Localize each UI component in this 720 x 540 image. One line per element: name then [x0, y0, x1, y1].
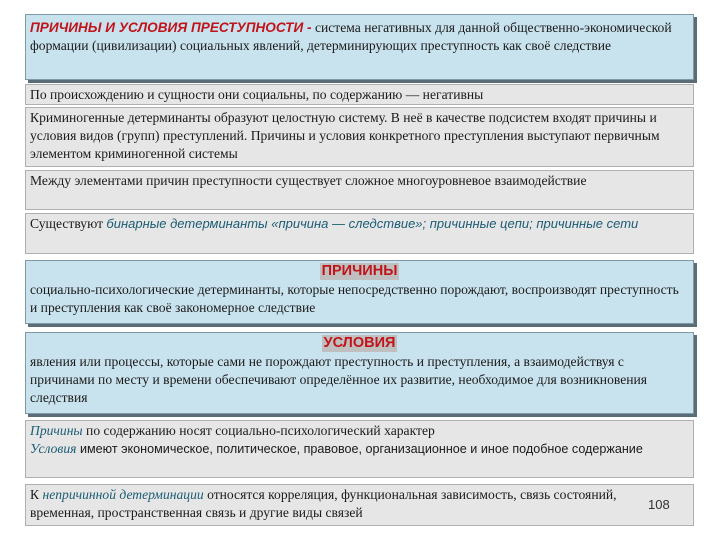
- content-conditions-label: Условия: [30, 441, 77, 456]
- binary-prefix: Существуют: [30, 216, 107, 231]
- relations-block: [25, 170, 694, 210]
- binary-block: [25, 213, 694, 254]
- noncausal-prefix: К: [30, 487, 43, 502]
- conditions-text: явления или процессы, которые сами не порождают преступность и преступления, а взаимодействуя с причинами по месту и времени обеспечивают определённое их развитие, необходимое для возникновения следствия: [30, 354, 648, 405]
- relations-text: Между элементами причин преступности существует сложное многоуровневое взаимодействие: [30, 173, 587, 188]
- origin-block: [25, 84, 694, 105]
- definition-block: [25, 14, 694, 80]
- noncausal-text: относятся корреляция, функциональная зависимость, связь состояний, временная, пространственная связь и другие виды связей: [30, 487, 617, 520]
- binary-highlight: бинарные детерминанты «причина — следствие»; причинные цепи; причинные сети: [106, 216, 639, 231]
- origin-text: По происхождению и сущности они социальны, по содержанию — негативны: [30, 87, 484, 102]
- page-number: 108: [648, 497, 670, 512]
- system-text: Криминогенные детерминанты образуют целостную систему. В неё в качестве подсистем входят причины и условия видов (групп) преступлений. Причины и условия конкретного преступления выступают первичным элементом криминогенной системы: [30, 110, 660, 161]
- content-causes-label: Причины: [30, 423, 83, 438]
- conditions-heading: УСЛОВИЯ: [323, 335, 396, 351]
- causes-text: социально-психологические детерминанты, которые непосредственно порождают, воспроизводят преступность и преступления как своё закономерное следствие: [30, 282, 679, 315]
- noncausal-label: непричинной детерминации: [42, 487, 204, 502]
- causes-block: [25, 260, 694, 324]
- definition-term: ПРИЧИНЫ И УСЛОВИЯ ПРЕСТУПНОСТИ -: [30, 20, 312, 35]
- conditions-block: [25, 332, 694, 414]
- content-block: [25, 420, 694, 478]
- system-block: [25, 107, 694, 167]
- content-causes-text: по содержанию носят социально-психологический характер: [82, 423, 435, 438]
- definition-text: общественно-экономической формации (цивилизации) социальных явлений, детерминирующих преступность как своё следствие: [30, 20, 672, 53]
- content-conditions-text: имеют экономическое, политическое, правовое, организационное и иное подобное содержание: [76, 442, 643, 456]
- definition-text-line1: система негативных для данной: [311, 20, 500, 35]
- causes-heading: ПРИЧИНЫ: [321, 263, 398, 279]
- noncausal-block: [25, 484, 694, 526]
